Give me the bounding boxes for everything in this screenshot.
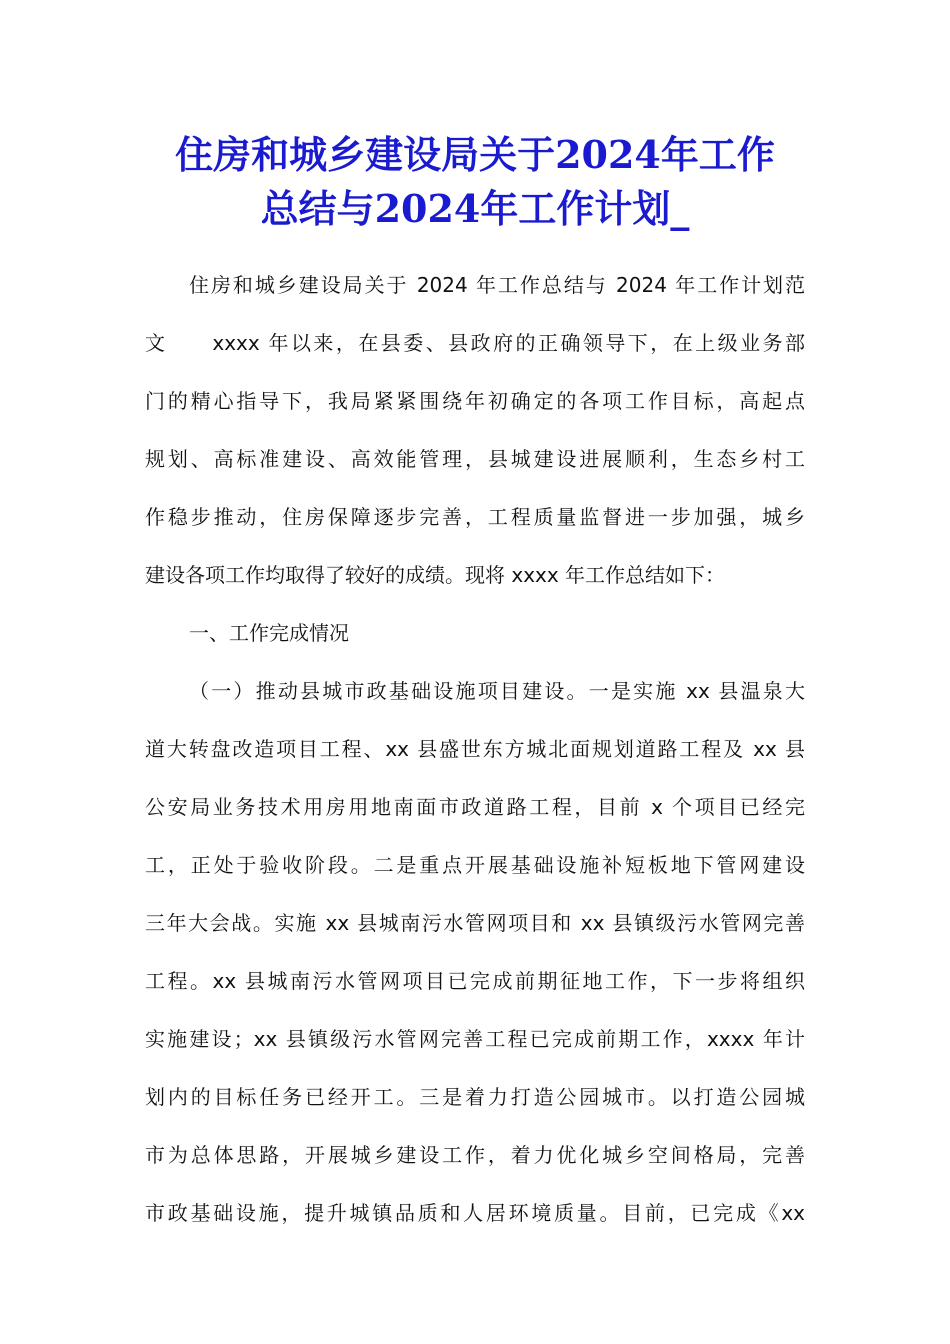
paragraph-line: 划内的目标任务已经开工。三是着力打造公园城市。以打造公园城 <box>145 1085 805 1109</box>
paragraph-line: 住房和城乡建设局关于 2024 年工作总结与 2024 年工作计划范 <box>189 273 805 297</box>
paragraph-line: 三年大会战。实施 xx 县城南污水管网项目和 xx 县镇级污水管网完善 <box>145 911 805 935</box>
document-body <box>145 256 805 1242</box>
paragraph-line: 建设各项工作均取得了较好的成绩。现将 xxxx 年工作总结如下： <box>145 563 726 587</box>
paragraph-line: 市政基础设施，提升城镇品质和人居环境质量。目前，已完成《xx <box>145 1201 805 1225</box>
paragraph-line: 公安局业务技术用房用地南面市政道路工程，目前 x 个项目已经完 <box>145 795 805 819</box>
paragraph-line: 作稳步推动，住房保障逐步完善，工程质量监督进一步加强，城乡 <box>145 505 805 529</box>
paragraph-line: 文 xxxx 年以来，在县委、县政府的正确领导下，在上级业务部 <box>145 331 805 355</box>
document-title <box>120 128 830 236</box>
title-line-1: 住房和城乡建设局关于2024年工作 <box>175 132 775 177</box>
paragraph-line: 规划、高标准建设、高效能管理，县城建设进展顺利，生态乡村工 <box>145 447 805 471</box>
paragraph-line: 实施建设；xx 县镇级污水管网完善工程已完成前期工作，xxxx 年计 <box>145 1027 805 1051</box>
paragraph-line: 工程。xx 县城南污水管网项目已完成前期征地工作，下一步将组织 <box>145 969 805 993</box>
paragraph-line: 道大转盘改造项目工程、xx 县盛世东方城北面规划道路工程及 xx 县 <box>145 737 805 761</box>
paragraph-line: 工，正处于验收阶段。二是重点开展基础设施补短板地下管网建设 <box>145 853 805 877</box>
title-line-2: 总结与2024年工作计划_ <box>260 186 690 231</box>
section-heading: 一、工作完成情况 <box>189 621 349 645</box>
paragraph-line: 门的精心指导下，我局紧紧围绕年初确定的各项工作目标，高起点 <box>145 389 805 413</box>
paragraph-line: （一）推动县城市政基础设施项目建设。一是实施 xx 县温泉大 <box>189 679 805 703</box>
paragraph-line: 市为总体思路，开展城乡建设工作，着力优化城乡空间格局，完善 <box>145 1143 805 1167</box>
